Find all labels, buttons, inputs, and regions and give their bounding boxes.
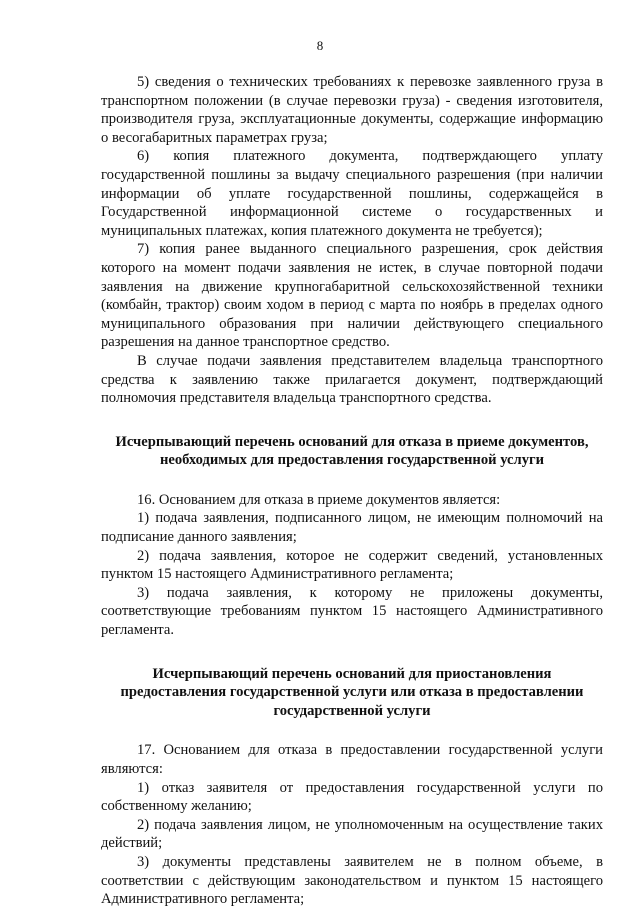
spacer — [101, 470, 603, 491]
spacer — [101, 640, 603, 665]
paragraph: 3) подача заявления, к которому не приложены документы, соответствующие требованиям пунктом 15 настоящего Административного регламента. — [101, 584, 603, 639]
spacer — [101, 408, 603, 433]
spacer — [101, 720, 603, 741]
paragraph: 2) подача заявления лицом, не уполномоченным на осуществление таких действий; — [101, 816, 603, 852]
paragraph: 5) сведения о технических требованиях к перевозке заявленного груза в транспортном положении (в случае перевозки груза) - сведения изготовителя, производителя груза, эксплуатационные документы, содержащие информацию о весогабаритных параметрах груза; — [101, 74, 603, 146]
page-number: 8 — [316, 38, 324, 53]
paragraph: 17. Основанием для отказа в предоставлении государственной услуги являются: — [101, 742, 603, 777]
paragraph: 1) отказ заявителя от предоставления государственной услуги по собственному желанию; — [101, 779, 603, 815]
section-heading: Исчерпывающий перечень оснований для отказа в приеме документов, необходимых для предоставления государственной услуги — [115, 433, 589, 469]
paragraph: 3) документы представлены заявителем не в полном объеме, в соответствии с действующим законодательством и пунктом 15 настоящего Административного регламента; — [101, 853, 603, 908]
paragraph: 16. Основанием для отказа в приеме документов является: — [137, 491, 501, 508]
paragraph: 1) подача заявления, подписанного лицом, не имеющим полномочий на подписание данного заявления; — [101, 510, 603, 546]
section-heading: Исчерпывающий перечень оснований для приостановления предоставления государственной услуги или отказа в предоставлении государственной услуги — [120, 665, 584, 719]
paragraph: 2) подача заявления, которое не содержит сведений, установленных пунктом 15 настоящего Административного регламента; — [101, 547, 603, 583]
page-content — [101, 73, 603, 909]
paragraph: 7) копия ранее выданного специального разрешения, срок действия которого на момент подачи заявления не истек, в случае повторной подачи заявления на движение крупногабаритной сельскохозяйственной техники (комбайн, трактор) своим ходом в период с марта по ноябрь в пределах одного муниципального образования при наличии действующего специального разрешения на данное транспортное средство. — [101, 241, 603, 351]
paragraph: 6) копия платежного документа, подтверждающего уплату государственной пошлины за выдачу специального разрешения (при наличии информации об уплате государственной пошлины, содержащейся в Государственной информационной системе о государственных и муниципальных платежах, копия платежного документа не требуется); — [101, 148, 603, 239]
paragraph: В случае подачи заявления представителем владельца транспортного средства к заявлению также прилагается документ, подтверждающий полномочия представителя владельца транспортного средства. — [101, 352, 603, 407]
